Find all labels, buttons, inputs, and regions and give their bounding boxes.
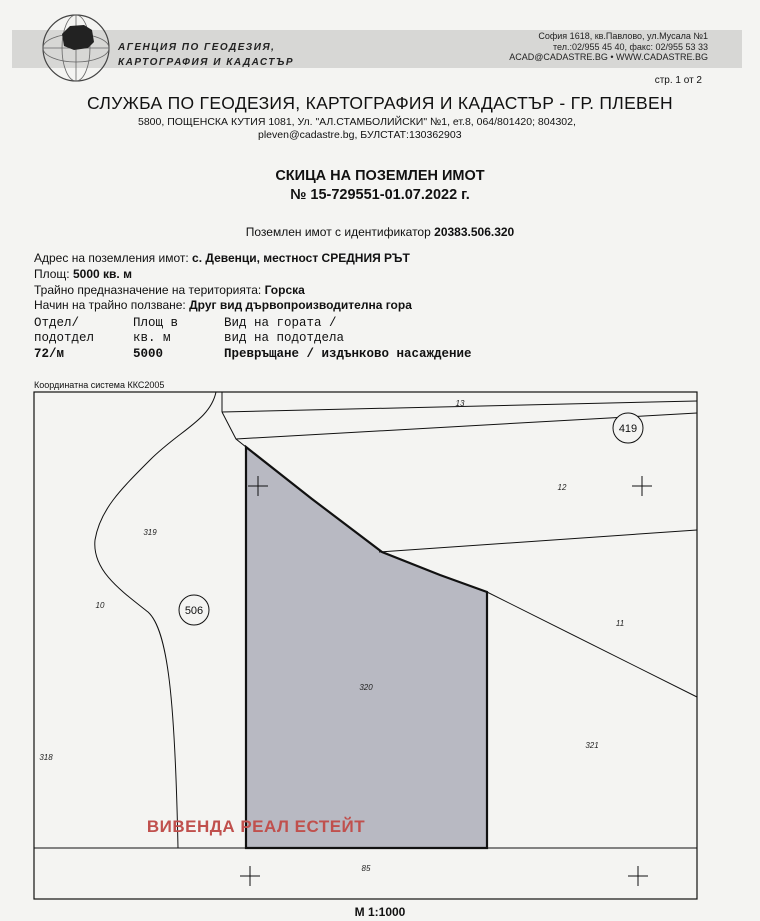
parcel-label-318: 318: [39, 753, 53, 762]
parcel-label-10: 10: [95, 601, 105, 610]
contact-phone: тел.:02/955 45 40, факс: 02/955 53 33: [552, 41, 708, 52]
area-value: 5000 кв. м: [73, 267, 132, 281]
block-label-506: 506: [184, 605, 204, 617]
highlighted-parcel-320: [246, 447, 487, 848]
page-number: стр. 1 от 2: [654, 75, 702, 86]
table-header-subdivision-type: вид на подотдела: [224, 331, 345, 345]
office-address: 5800, ПОЩЕНСКА КУТИЯ 1081, Ул. "АЛ.СТАМБОЛИЙСКИ" №1, ет.8, 064/801420; 804302,: [138, 116, 576, 128]
table-cell-division: 72/м: [34, 347, 65, 361]
parcel-label-321: 321: [585, 741, 599, 750]
coordinate-system: Координатна система ККС2005: [34, 380, 165, 390]
watermark: ВИВЕНДА РЕАЛ ЕСТЕЙТ: [146, 817, 366, 836]
table-cell-forest-type: Превръщане / издънково насаждение: [224, 347, 472, 361]
table-cell-area: 5000: [133, 347, 164, 361]
address-value: с. Девенци, местност СРЕДНИЯ РЪТ: [192, 251, 410, 265]
table-header-area: Площ в: [133, 316, 179, 330]
parcel-label-12: 12: [557, 483, 567, 492]
office-name: СЛУЖБА ПО ГЕОДЕЗИЯ, КАРТОГРАФИЯ И КАДАСТЪР - ГР. ПЛЕВЕН: [87, 93, 673, 113]
contact-web: ACAD@CADASTRE.BG • WWW.CADASTRE.BG: [509, 52, 708, 62]
identifier-value: 20383.506.320: [434, 225, 515, 239]
area-label: Площ:: [34, 267, 70, 281]
document-number: № 15-729551-01.07.2022 г.: [290, 187, 470, 203]
table-header-unit: кв. м: [133, 331, 171, 345]
use-value: Друг вид дървопроизводителна гора: [189, 298, 412, 312]
map-scale: М 1:1000: [354, 905, 406, 919]
agency-line-1: АГЕНЦИЯ ПО ГЕОДЕЗИЯ,: [118, 42, 276, 53]
identifier-label: Поземлен имот с идентификатор: [245, 225, 431, 239]
block-label-419: 419: [618, 423, 638, 435]
purpose-value: Горска: [264, 283, 305, 297]
table-header-subdivision: подотдел: [34, 331, 95, 345]
parcel-label-319: 319: [143, 528, 157, 537]
agency-line-2: КАРТОГРАФИЯ И КАДАСТЪР: [118, 57, 295, 68]
table-header-division: Отдел/: [34, 316, 80, 330]
contact-address: София 1618, кв.Павлово, ул.Мусала №1: [538, 31, 708, 41]
table-header-forest-type: Вид на гората /: [224, 316, 337, 330]
parcel-label-13: 13: [455, 399, 465, 408]
parcel-label-320: 320: [359, 683, 373, 692]
parcel-label-85: 85: [361, 864, 371, 873]
purpose-label: Трайно предназначение на територията:: [34, 283, 262, 297]
use-label: Начин на трайно ползване:: [34, 298, 186, 312]
office-email: pleven@cadastre.bg, БУЛСТАТ:130362903: [258, 129, 462, 141]
document-title: СКИЦА НА ПОЗЕМЛЕН ИМОТ: [275, 168, 485, 184]
address-label: Адрес на поземления имот:: [34, 251, 189, 265]
parcel-label-11: 11: [615, 619, 625, 628]
